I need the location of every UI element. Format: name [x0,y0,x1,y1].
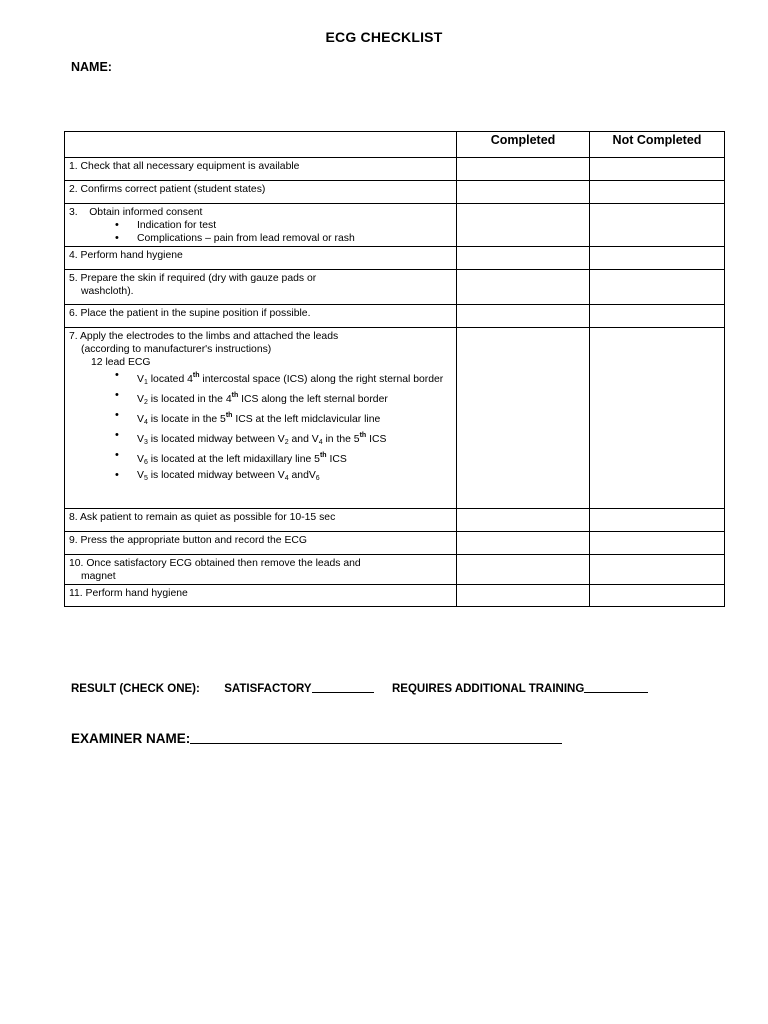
electrode-bullet-v6: • $V_6$ is located at the left midaxillary line 5th ICS [69,449,452,469]
not-completed-cell[interactable] [590,181,725,204]
not-completed-cell[interactable] [590,532,725,555]
table-row [65,532,725,555]
table-row [65,585,725,607]
result-line [71,681,648,695]
step-1 [65,158,457,181]
bullet-item: • Indication for test [69,219,452,232]
completed-cell[interactable] [457,509,590,532]
table-row [65,270,725,305]
not-completed-cell[interactable] [590,585,725,607]
step-6 [65,305,457,328]
not-completed-cell[interactable] [590,158,725,181]
step-text: 11. Perform hand hygiene [69,588,188,599]
result-label: RESULT (CHECK ONE): [71,683,200,695]
step-text: 3. Obtain informed consent [69,207,203,218]
electrode-bullet-v4: • $V_4$ is locate in the 5th ICS at the left midclavicular line [69,409,452,429]
not-completed-cell[interactable] [590,328,725,509]
step-text: 6. Place the patient in the supine position if possible. [69,308,311,319]
additional-training-blank[interactable] [584,681,648,693]
table-row [65,328,725,509]
checklist-table [64,131,725,607]
completed-cell[interactable] [457,158,590,181]
electrode-bullet-v5: • $V_5$ is located midway between $V_4$ andV$_6$ [69,469,452,485]
bullet-item: • Complications – pain from lead removal or rash [69,232,452,245]
not-completed-cell[interactable] [590,509,725,532]
step-10 [65,555,457,585]
completed-cell[interactable] [457,585,590,607]
completed-cell[interactable] [457,247,590,270]
step-8 [65,509,457,532]
step-5 [65,270,457,305]
option-additional-training-label: REQUIRES ADDITIONAL TRAINING [391,683,585,695]
step-text: 10. Once satisfactory ECG obtained then remove the leads and [69,558,361,569]
lead-type-label: 12 lead ECG [91,357,151,368]
table-row [65,555,725,585]
table-row [65,509,725,532]
completed-cell[interactable] [457,204,590,247]
step-text: 4. Perform hand hygiene [69,250,183,261]
examiner-label: EXAMINER NAME: [71,731,191,746]
table-row [65,204,725,247]
step-2 [65,181,457,204]
step-text-continued: magnet [81,571,116,582]
not-completed-cell[interactable] [590,204,725,247]
step-text: 5. Prepare the skin if required (dry with gauze pads or [69,273,317,284]
completed-cell[interactable] [457,532,590,555]
completed-cell[interactable] [457,181,590,204]
examiner-line [71,730,562,746]
table-row [65,158,725,181]
table-row [65,181,725,204]
step-3 [65,204,457,247]
not-completed-cell[interactable] [590,270,725,305]
header-completed: Completed [457,132,590,158]
not-completed-cell[interactable] [590,555,725,585]
examiner-name-blank[interactable] [190,730,562,744]
step-text: 9. Press the appropriate button and record the ECG [69,535,307,546]
step-text: 2. Confirms correct patient (student states) [69,184,266,195]
table-header-row [65,132,725,158]
step-11 [65,585,457,607]
not-completed-cell[interactable] [590,305,725,328]
electrode-bullet-v2: • $V_2$ is located in the 4th ICS along the left sternal border [69,389,452,409]
satisfactory-blank[interactable] [312,681,374,693]
step-7 [65,328,457,509]
page-title: ECG CHECKLIST [325,29,443,45]
step-text: 7. Apply the electrodes to the limbs and attached the leads [69,331,339,342]
name-label: NAME: [71,60,112,74]
step-9 [65,532,457,555]
header-blank-cell [65,132,457,158]
step-text-continued: (according to manufacturer's instructions) [81,344,272,355]
option-satisfactory-label: SATISFACTORY [224,683,312,695]
step-4 [65,247,457,270]
electrode-bullet-v3: • $V_3$ is located midway between $V_2$ and $V_4$ in the 5th ICS [69,429,452,449]
table-row [65,247,725,270]
completed-cell[interactable] [457,328,590,509]
not-completed-cell[interactable] [590,247,725,270]
completed-cell[interactable] [457,305,590,328]
step-text: 1. Check that all necessary equipment is available [69,161,300,172]
completed-cell[interactable] [457,270,590,305]
step-text: 8. Ask patient to remain as quiet as possible for 10-15 sec [69,512,336,523]
header-not-completed: Not Completed [590,132,725,158]
step-text-continued: washcloth). [81,286,134,297]
electrode-bullet-v1: • $V_1$ located 4th intercostal space (ICS) along the right sternal border [69,369,452,389]
table-row [65,305,725,328]
completed-cell[interactable] [457,555,590,585]
